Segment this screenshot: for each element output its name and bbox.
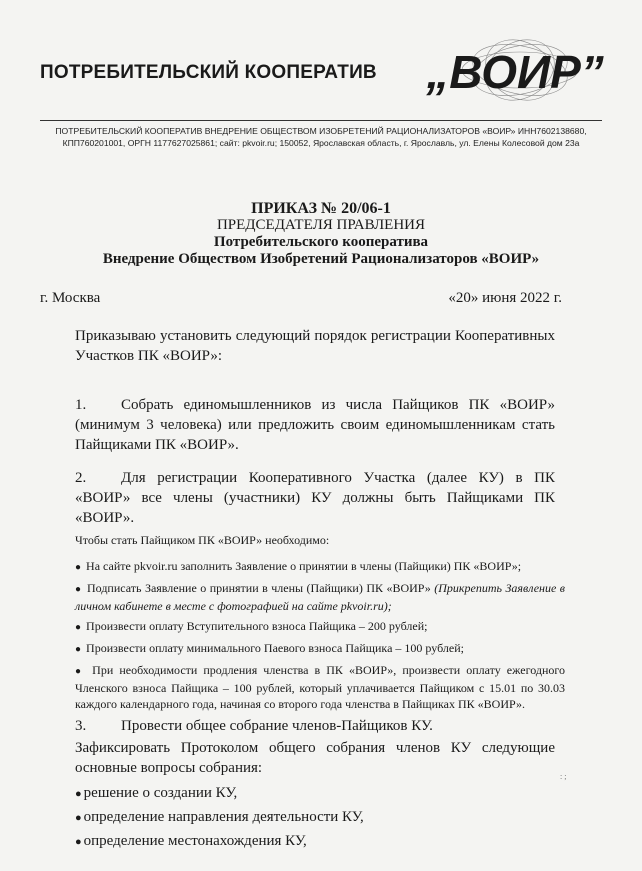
voir-logo [420,30,610,110]
place: г. Москва [40,290,101,306]
list-item-note: (Прикрепить Заявление в личном кабинете в месте с фотографией на сайте pkvoir.ru); [75,581,566,613]
bullet-icon: ● [75,812,82,824]
questions-list [75,782,555,854]
logo-text: „ВОИР” [426,46,604,98]
order-org-fullname: Внедрение Обществом Изобретений Рационализаторов «ВОИР» [102,251,540,267]
item-text: Для регистрации Кооперативного Участка (далее КУ) в ПК «ВОИР» все члены (участники) КУ должны быть Пайщиками ПК «ВОИР». [75,470,555,526]
bullet-icon: ● [75,562,82,573]
order-subtitle: ПРЕДСЕДАТЕЛЯ ПРАВЛЕНИЯ [216,217,426,233]
bullet-icon: ● [75,584,82,595]
item-2 [75,468,555,528]
item-number: 3. [75,718,87,734]
scan-specks: : ; [560,772,567,781]
bullet-icon: ● [75,644,82,655]
item-number: 2. [75,470,87,486]
requisites-line-2: КПП760201001, ОРГН 1177627025861; сайт: pkvoir.ru; 150052, Ярославская область, г. Ярославль, ул. Елены Колесовой дом 23а [62,138,580,148]
header-divider [40,120,602,121]
list-item: ● определение направления деятельности КУ, [75,809,364,825]
item-1 [75,395,555,455]
list-item: ● определение местонахождения КУ, [75,833,307,849]
list-item: ● решение о создании КУ, [75,785,238,801]
list-item: ● На сайте pkvoir.ru заполнить Заявление о принятии в члены (Пайщики) ПК «ВОИР»; [75,559,522,573]
order-org-line: Потребительского кооператива [213,234,429,250]
item-text: Собрать единомышленников из числа Пайщиков ПК «ВОИР» (минимум 3 человека) или предложить своим единомышленникам стать Пайщиками ПК «ВОИР». [75,397,555,453]
org-name: ПОТРЕБИТЕЛЬСКИЙ КООПЕРАТИВ [40,62,377,83]
requisites-line-1: ПОТРЕБИТЕЛЬСКИЙ КООПЕРАТИВ ВНЕДРЕНИЕ ОБЩЕСТВОМ ИЗОБРЕТЕНИЙ РАЦИОНАЛИЗАТОРОВ «ВОИР» ИНН7602138680, [55,126,587,136]
list-item: ● Подписать Заявление о принятии в члены (Пайщики) ПК «ВОИР» (Прикрепить Заявление в личном кабинете в месте с фотографией на сайте pkvoir.ru); [75,581,566,613]
list-item: ● Произвести оплату Вступительного взноса Пайщика – 200 рублей; [75,619,428,633]
order-title [40,200,602,268]
bullet-icon: ● [75,622,82,633]
bullet-icon: ● [75,666,85,677]
intro-paragraph: Приказываю установить следующий порядок регистрации Кооперативных Участков ПК «ВОИР»: [75,328,555,364]
protocol-paragraph: Зафиксировать Протоколом общего собрания членов КУ следующие основные вопросы собрания: [75,740,555,776]
item-3 [75,716,555,736]
order-number: ПРИКАЗ № 20/06-1 [251,200,391,217]
list-item: ● Произвести оплату минимального Паевого взноса Пайщика – 100 рублей; [75,641,464,655]
item-text: Провести общее собрание членов-Пайщиков КУ. [121,718,433,734]
list-item: ● При необходимости продления членства в ПК «ВОИР», произвести оплату ежегодного Членского взноса Пайщика – 100 рублей, который уплачивается Пайщиком с 15.01 по 30.03 каждого календарного года, начиная со второго года членства в Пайщиках ПК «ВОИР». [75,663,566,711]
bullet-icon: ● [75,836,82,848]
item-number: 1. [75,397,87,413]
bullet-icon: ● [75,788,82,800]
date: «20» июня 2022 г. [448,290,562,306]
requisites [40,125,602,149]
need-heading: Чтобы стать Пайщиком ПК «ВОИР» необходимо: [75,533,330,547]
requirements-list [75,558,565,712]
